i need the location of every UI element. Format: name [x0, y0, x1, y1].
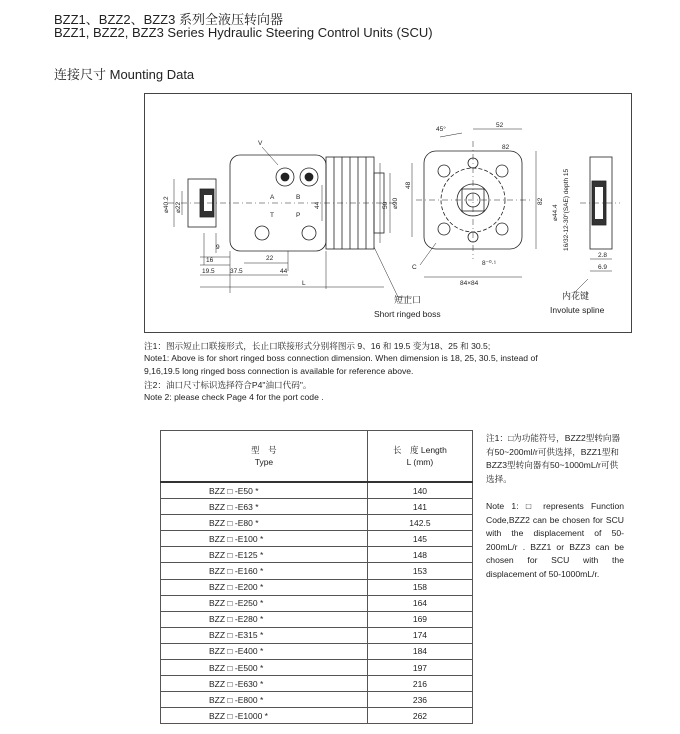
- length-cell: 169: [367, 611, 472, 627]
- dim-2-8: 2.8: [598, 252, 608, 259]
- dim-52: 52: [496, 122, 504, 129]
- length-cell: 142.5: [367, 515, 472, 531]
- dim-thread: 16/32-12-30°(SAE) depth 15: [563, 168, 570, 251]
- type-cell: BZZ □ -E125 *: [161, 547, 368, 563]
- dim-37-5: 37.5: [230, 268, 243, 275]
- table-row: [161, 579, 473, 595]
- table-row: [161, 547, 473, 563]
- type-cell: BZZ □ -E400 *: [161, 643, 368, 659]
- note1-chinese: 注1：图示短止口联接形式，长止口联接形式分别将图示 9、16 和 19.5 变为18、25 和 30.5;: [144, 341, 491, 351]
- dim-48: 48: [405, 181, 412, 189]
- length-cell: 148: [367, 547, 472, 563]
- table-row: [161, 708, 473, 724]
- type-length-table: [160, 430, 473, 724]
- dim-22: ⌀22: [175, 201, 182, 213]
- type-cell: BZZ □ -E500 *: [161, 660, 368, 676]
- dim-22-b: 22: [266, 255, 274, 262]
- table-row: [161, 499, 473, 515]
- length-cell: 145: [367, 531, 472, 547]
- dim-9: 9: [216, 244, 220, 251]
- dim-19-5: 19.5: [202, 268, 215, 275]
- table-row: [161, 611, 473, 627]
- dim-82-top: 82: [502, 144, 510, 151]
- length-cell: 197: [367, 660, 472, 676]
- table-row: [161, 643, 473, 659]
- table-row: [161, 676, 473, 692]
- header-length-en: L (mm): [406, 457, 434, 467]
- flange-view-labels: [405, 122, 544, 287]
- table-row: [161, 563, 473, 579]
- type-cell: BZZ □ -E50 *: [161, 482, 368, 499]
- dim-40-2: ⌀40.2: [163, 196, 170, 213]
- type-cell: BZZ □ -E250 *: [161, 595, 368, 611]
- mounting-drawing: [144, 93, 632, 333]
- section-heading: 连接尺寸 Mounting Data: [54, 67, 195, 82]
- side-view-labels: [163, 140, 399, 287]
- type-cell: BZZ □ -E630 *: [161, 676, 368, 692]
- dim-50: 50: [382, 201, 389, 209]
- mount-hole-br: [496, 223, 508, 235]
- note2-english: Note 2: please check Page 4 for the port code .: [144, 392, 324, 402]
- dim-90: ⌀90: [392, 197, 399, 209]
- flange-view: [412, 129, 536, 277]
- type-cell: BZZ □ -E200 *: [161, 579, 368, 595]
- dim-82-side: 82: [537, 197, 544, 205]
- bolt-hole-bottom-left: [255, 226, 269, 240]
- short-boss-label-en: Short ringed boss: [374, 309, 441, 319]
- type-cell: BZZ □ -E315 *: [161, 627, 368, 643]
- type-cell: BZZ □ -E100 *: [161, 531, 368, 547]
- length-cell: 153: [367, 563, 472, 579]
- note1-english-cont: 9,16,19.5 long ringed boss connection is available for reference above.: [144, 366, 414, 376]
- bolt-hole-bottom-right: [302, 226, 316, 240]
- type-cell: BZZ □ -E1000 *: [161, 708, 368, 724]
- table-row: [161, 515, 473, 531]
- length-cell: 140: [367, 482, 472, 499]
- dim-45-deg: 45°: [436, 126, 446, 133]
- table-row: [161, 627, 473, 643]
- header-type: [161, 431, 368, 483]
- dim-l: L: [302, 280, 306, 287]
- header-length-cn: 长 度 Length: [393, 445, 447, 455]
- dim-44-4: ⌀44.4: [552, 204, 559, 221]
- length-cell: 216: [367, 676, 472, 692]
- mount-hole-tr: [496, 165, 508, 177]
- dim-8: 8⁻⁰·¹: [482, 260, 496, 267]
- header-type-cn: 型 号: [251, 445, 277, 455]
- header-type-en: Type: [254, 457, 274, 467]
- short-boss-label-cn: 短止口: [394, 295, 422, 305]
- type-cell: BZZ □ -E280 *: [161, 611, 368, 627]
- side-note-chinese: 注1：□为功能符号，BZZ2型转向器有50~200ml/r可供选择，BZZ1型和BZZ3型转向器有50~1000mL/r可供选择。: [486, 433, 621, 484]
- header-length: [367, 431, 472, 483]
- table-row: [161, 595, 473, 611]
- length-cell: 141: [367, 499, 472, 515]
- type-cell: BZZ □ -E800 *: [161, 692, 368, 708]
- port-v-label: V: [258, 140, 263, 147]
- type-cell: BZZ □ -E80 *: [161, 515, 368, 531]
- length-cell: 158: [367, 579, 472, 595]
- table-row: [161, 692, 473, 708]
- spline-label-en: Involute spline: [550, 305, 605, 315]
- port-a-label: A: [270, 194, 275, 201]
- table-row: [161, 660, 473, 676]
- port-t-label: T: [270, 212, 274, 219]
- title-english: BZZ1, BZZ2, BZZ3 Series Hydraulic Steering Control Units (SCU): [54, 25, 433, 40]
- dim-84x84: 84×84: [460, 280, 479, 287]
- note2-chinese: 注2：油口尺寸标识选择符合P4"油口代码"。: [144, 380, 312, 390]
- type-cell: BZZ □ -E160 *: [161, 563, 368, 579]
- dim-44: 44: [280, 268, 288, 275]
- port-c-label: C: [412, 264, 417, 271]
- length-cell: 174: [367, 627, 472, 643]
- dim-16: 16: [206, 257, 214, 264]
- port-p-label: P: [296, 212, 301, 219]
- side-note-english: Note 1: □ represents Function Code,BZZ2 can be chosen for SCU with the displacement of 50-200mL/r . BZZ1 or BZZ3 can be chosen for SCU with the displacement of 50-1000mL/r.: [486, 501, 624, 579]
- dim-6-9: 6.9: [598, 264, 608, 271]
- length-cell: 184: [367, 643, 472, 659]
- table-row: [161, 531, 473, 547]
- mount-hole-tl: [438, 165, 450, 177]
- table-row: [161, 482, 473, 499]
- type-cell: BZZ □ -E63 *: [161, 499, 368, 515]
- mount-hole-bl: [438, 223, 450, 235]
- port-b-label: B: [296, 194, 301, 201]
- port-section-view: [574, 157, 620, 293]
- spline-label-cn: 内花键: [562, 291, 590, 301]
- title-chinese: BZZ1、BZZ2、BZZ3 系列全液压转向器: [54, 12, 283, 27]
- length-cell: 236: [367, 692, 472, 708]
- table-header-row: [161, 431, 473, 483]
- length-cell: 262: [367, 708, 472, 724]
- note1-english: Note1: Above is for short ringed boss connection dimension. When dimension is 18, 25, 30.5, instead of: [144, 353, 538, 363]
- dim-44-vertical: 44: [314, 201, 321, 209]
- length-cell: 164: [367, 595, 472, 611]
